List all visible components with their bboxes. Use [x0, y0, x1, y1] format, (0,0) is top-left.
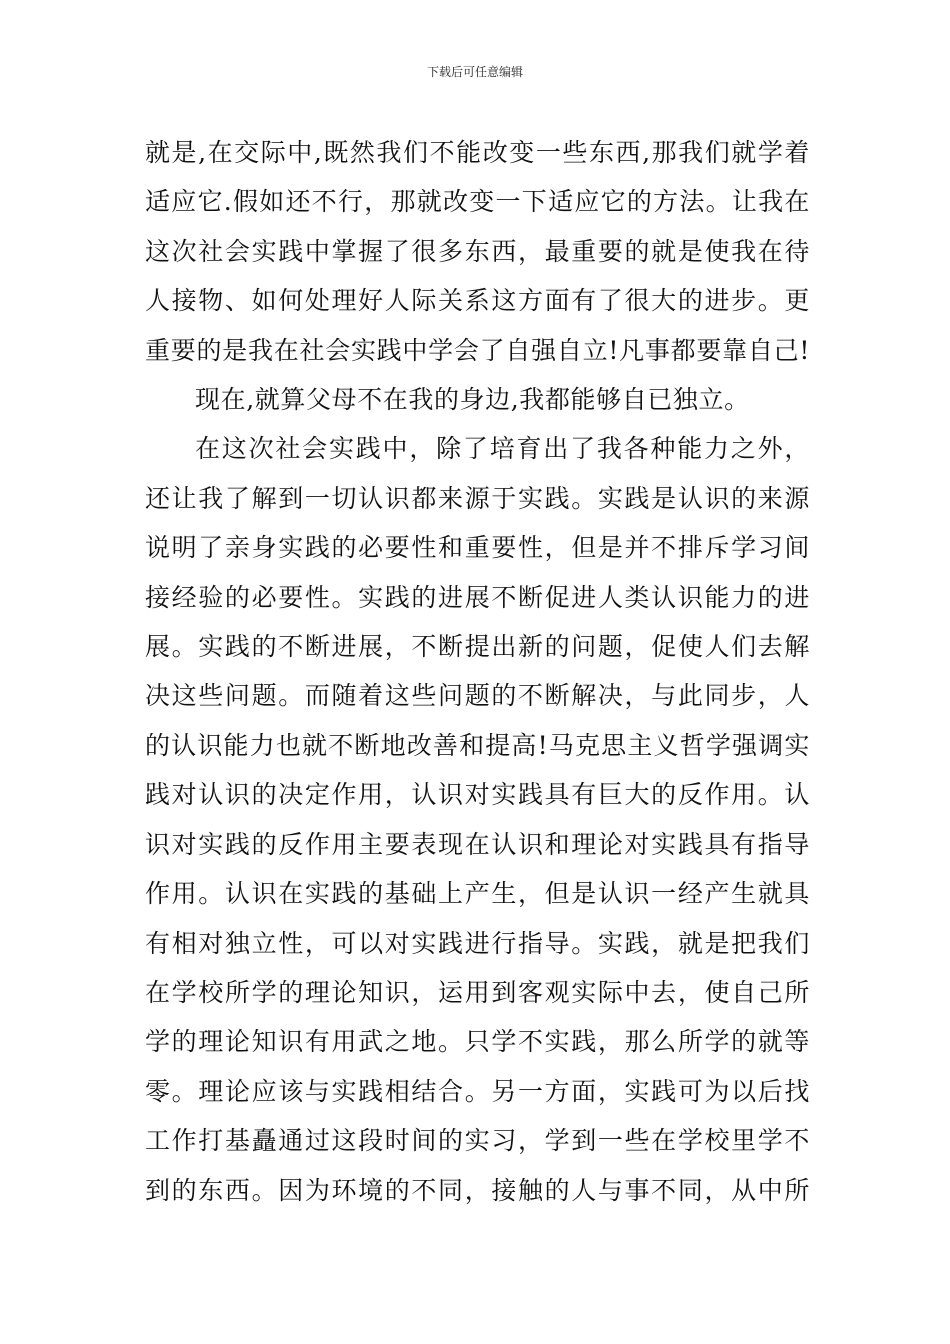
- text-line: 践对认识的决定作用，认识对实践具有巨大的反作用。认: [145, 780, 810, 810]
- page-header: 下载后可任意编辑: [426, 65, 523, 79]
- text-line: 这次社会实践中掌握了很多东西，最重要的就是使我在待: [145, 236, 810, 266]
- text-line: 的认识能力也就不断地改善和提高!马克思主义哲学强调实: [145, 730, 810, 760]
- text-line: 在学校所学的理论知识，运用到客观实际中去，使自己所: [145, 977, 810, 1007]
- text-line: 重要的是我在社会实践中学会了自强自立!凡事都要靠自己!: [145, 335, 810, 365]
- text-line: 工作打基矗通过这段时间的实习，学到一些在学校里学不: [145, 1126, 810, 1156]
- text-line: 作用。认识在实践的基础上产生，但是认识一经产生就具: [145, 879, 810, 909]
- text-line: 人接物、如何处理好人际关系这方面有了很大的进步。更: [145, 286, 810, 316]
- text-line: 决这些问题。而随着这些问题的不断解决，与此同步，人: [145, 681, 810, 711]
- text-line: 还让我了解到一切认识都来源于实践。实践是认识的来源: [145, 483, 810, 513]
- text-line: 展。实践的不断进展，不断提出新的问题，促使人们去解: [145, 632, 810, 662]
- text-line: 到的东西。因为环境的不同，接触的人与事不同，从中所: [145, 1175, 810, 1205]
- text-line: 识对实践的反作用主要表现在认识和理论对实践具有指导: [145, 829, 810, 859]
- body-text: [145, 128, 810, 1215]
- text-line: 零。理论应该与实践相结合。另一方面，实践可为以后找: [145, 1076, 810, 1106]
- text-line: 现在,就算父母不在我的身边,我都能够自已独立。: [195, 385, 750, 415]
- text-line: 适应它.假如还不行，那就改变一下适应它的方法。让我在: [145, 187, 810, 217]
- text-line: 有相对独立性，可以对实践进行指导。实践，就是把我们: [145, 928, 810, 958]
- text-line: 在这次社会实践中，除了培育出了我各种能力之外，: [195, 434, 810, 464]
- text-line: 接经验的必要性。实践的进展不断促进人类认识能力的进: [145, 582, 810, 612]
- text-line: 说明了亲身实践的必要性和重要性，但是并不排斥学习间: [145, 533, 810, 563]
- text-line: 学的理论知识有用武之地。只学不实践，那么所学的就等: [145, 1027, 810, 1057]
- text-line: 就是,在交际中,既然我们不能改变一些东西,那我们就学着: [145, 138, 810, 167]
